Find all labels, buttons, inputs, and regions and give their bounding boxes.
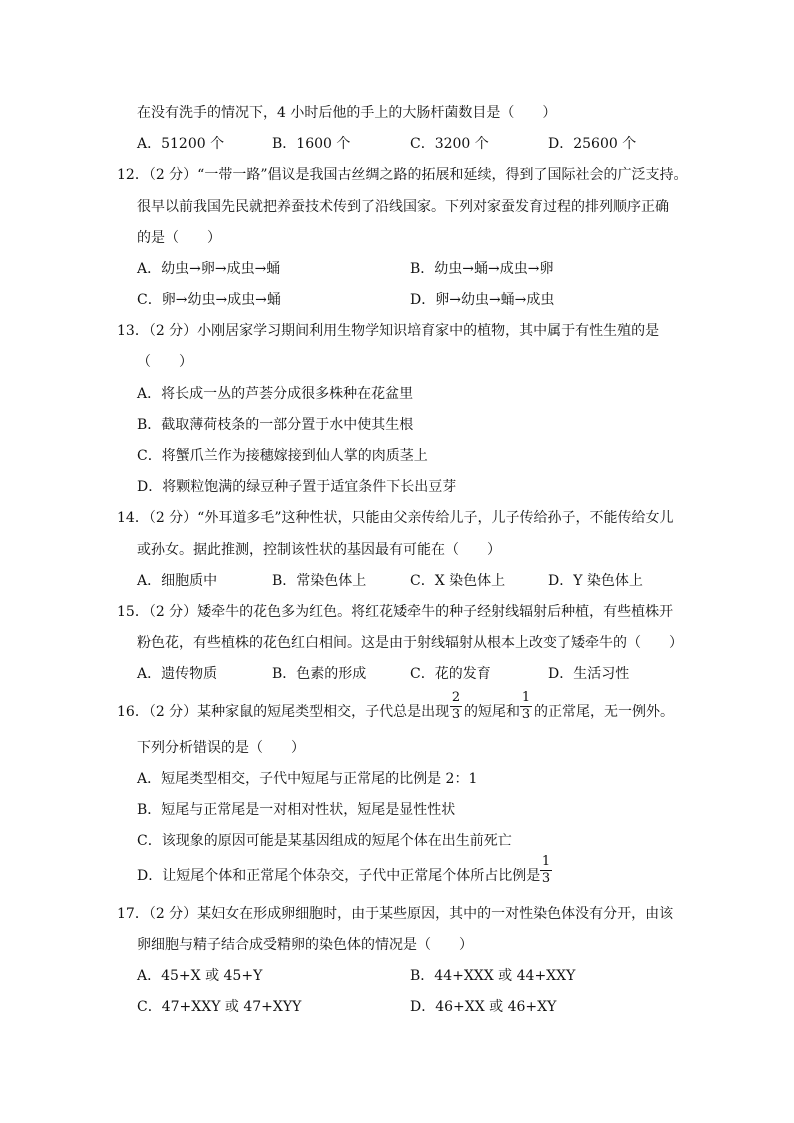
q17-option-b: B．44+XXX 或 44+XXY <box>410 968 576 984</box>
q16-option-a: A．短尾类型相交，子代中短尾与正常尾的比例是 2：1 <box>137 771 478 787</box>
q12-option-c: C．卵→幼虫→成虫→蛹 <box>137 292 281 308</box>
q16-option-d-fraction <box>540 855 552 886</box>
fraction-denominator: 3 <box>521 707 531 722</box>
fraction-numerator: 2 <box>451 690 461 705</box>
q15-option-a: A．遗传物质 <box>137 666 218 682</box>
q15-line2: 粉色花，有些植株的花色红白相间。这是由于射线辐射从根本上改变了矮牵牛的（ ） <box>137 635 683 651</box>
q14-option-c: C．X 染色体上 <box>410 573 506 589</box>
q14-option-b: B．常染色体上 <box>272 573 367 589</box>
q15-option-b: B．色素的形成 <box>272 666 367 682</box>
fraction-denominator: 3 <box>541 871 551 886</box>
q12-option-d: D．卵→幼虫→蛹→成虫 <box>410 292 555 308</box>
q13-option-d: D．将颗粒饱满的绿豆种子置于适宜条件下长出豆芽 <box>137 479 457 495</box>
q17-line1: 17．（2 分）某妇女在形成卵细胞时，由于某些原因，其中的一对性染色体没有分开，由该 <box>117 906 674 922</box>
q16-fraction-one-third <box>520 691 532 722</box>
q17-line2: 卵细胞与精子结合成受精卵的染色体的情况是（ ） <box>137 937 473 953</box>
q12-line3: 的是（ ） <box>137 230 221 246</box>
fraction-numerator: 1 <box>521 690 531 705</box>
q14-line1: 14．（2 分）“外耳道多毛”这种性状，只能由父亲传给儿子，儿子传给孙子，不能传给女儿 <box>117 510 674 526</box>
q13-option-b: B．截取薄荷枝条的一部分置于水中使其生根 <box>137 417 414 433</box>
q17-option-d: D．46+XX 或 46+XY <box>410 999 557 1015</box>
q16-option-c: C．该现象的原因可能是某基因组成的短尾个体在出生前死亡 <box>137 833 512 849</box>
q16-line1-part-c: 的正常尾，无一例外。 <box>534 704 674 720</box>
q12-option-a: A．幼虫→卵→成虫→蛹 <box>137 261 281 277</box>
q16-line1-part-a: 16．（2 分）某种家鼠的短尾类型相交，子代总是出现 <box>117 704 450 720</box>
q12-line1: 12．（2 分）“一带一路”倡议是我国古丝绸之路的拓展和延续，得到了国际社会的广泛支持。 <box>117 167 688 183</box>
q11-option-d: D．25600 个 <box>548 136 637 152</box>
q12-option-b: B．幼虫→蛹→成虫→卵 <box>410 261 554 277</box>
q11-stem: 在没有洗手的情况下，4 小时后他的手上的大肠杆菌数目是（ ） <box>137 105 557 121</box>
q16-line1-part-b: 的短尾和 <box>464 704 520 720</box>
q14-option-d: D．Y 染色体上 <box>548 573 643 589</box>
q17-option-c: C．47+XXY 或 47+XYY <box>137 999 302 1015</box>
q13-option-c: C．将蟹爪兰作为接穗嫁接到仙人掌的肉质茎上 <box>137 448 428 464</box>
q15-option-c: C．花的发育 <box>410 666 491 682</box>
q11-option-c: C．3200 个 <box>410 136 489 152</box>
q13-option-a: A．将长成一丛的芦荟分成很多株种在花盆里 <box>137 386 414 402</box>
q12-line2: 很早以前我国先民就把养蚕技术传到了沿线国家。下列对家蚕发育过程的排列顺序正确 <box>137 199 669 215</box>
q17-option-a: A．45+X 或 45+Y <box>137 968 263 984</box>
q15-line1: 15．（2 分）矮牵牛的花色多为红色。将红花矮牵牛的种子经射线辐射后种植，有些植株开 <box>117 604 674 620</box>
q14-line2: 或孙女。据此推测，控制该性状的基因最有可能在（ ） <box>137 542 501 558</box>
q16-option-d: D．让短尾个体和正常尾个体杂交，子代中正常尾个体所占比例是 <box>137 868 541 884</box>
q14-option-a: A．细胞质中 <box>137 573 218 589</box>
fraction-numerator: 1 <box>541 854 551 869</box>
q16-line2: 下列分析错误的是（ ） <box>137 740 305 756</box>
q13-line1: 13．（2 分）小刚居家学习期间利用生物学知识培育家中的植物，其中属于有性生殖的是 <box>117 323 660 339</box>
q16-option-b: B．短尾与正常尾是一对相对性状，短尾是显性性状 <box>137 802 456 818</box>
q11-option-b: B．1600 个 <box>272 136 351 152</box>
fraction-denominator: 3 <box>451 707 461 722</box>
q15-option-d: D．生活习性 <box>548 666 630 682</box>
q11-option-a: A．51200 个 <box>137 136 225 152</box>
q13-line2: （ ） <box>137 354 193 370</box>
q16-fraction-two-thirds <box>450 691 462 722</box>
